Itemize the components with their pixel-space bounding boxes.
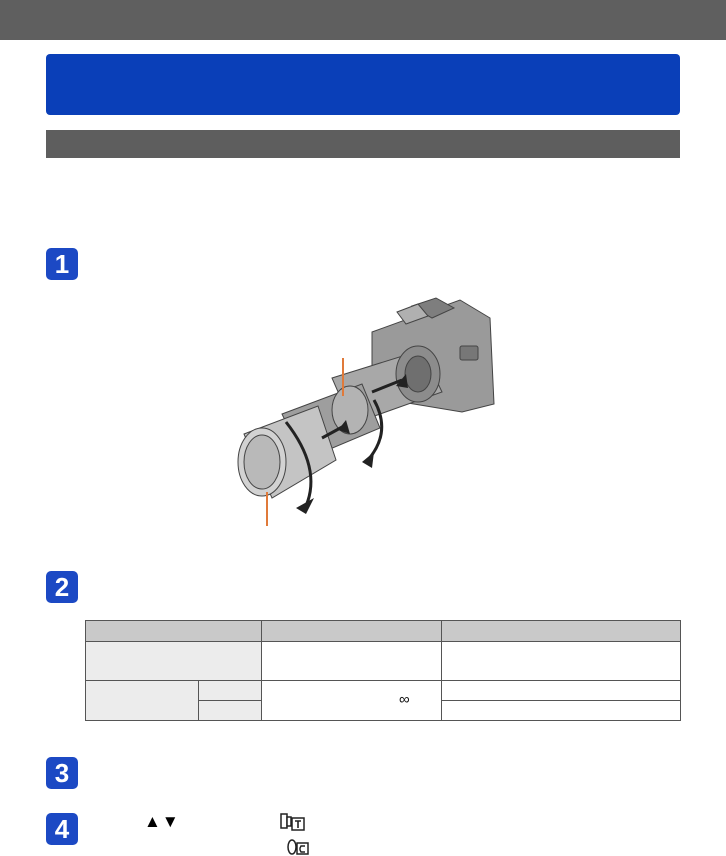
step-1-badge: 1	[46, 248, 78, 280]
section-heading-bar	[46, 130, 680, 158]
header-cell	[442, 621, 681, 642]
top-header-bar	[0, 0, 726, 40]
header-cell	[86, 621, 262, 642]
table-row	[86, 681, 681, 701]
table-cell	[442, 642, 681, 681]
table-cell	[442, 701, 681, 721]
conversion-lens	[238, 406, 336, 498]
step-3-badge: 3	[46, 757, 78, 789]
page-title-bar	[46, 54, 680, 115]
step-4-badge: 4	[46, 813, 78, 845]
header-cell	[261, 621, 442, 642]
row-label-cell	[86, 681, 199, 721]
tele-conversion-lens-icon	[280, 812, 306, 832]
close-up-lens-icon	[286, 839, 310, 856]
table-cell	[261, 642, 442, 681]
table-cell	[261, 681, 442, 721]
row-sublabel-cell	[198, 701, 261, 721]
up-down-arrows-icon: ▲▼	[144, 812, 180, 831]
infinity-symbol: ∞	[399, 691, 410, 708]
camera-lens-attachment-illustration	[222, 292, 502, 532]
row-label-cell	[86, 642, 262, 681]
lens-settings-table	[85, 620, 681, 721]
table-row	[86, 642, 681, 681]
row-sublabel-cell	[198, 681, 261, 701]
table-cell	[442, 681, 681, 701]
step-2-badge: 2	[46, 571, 78, 603]
table-header-row	[86, 621, 681, 642]
